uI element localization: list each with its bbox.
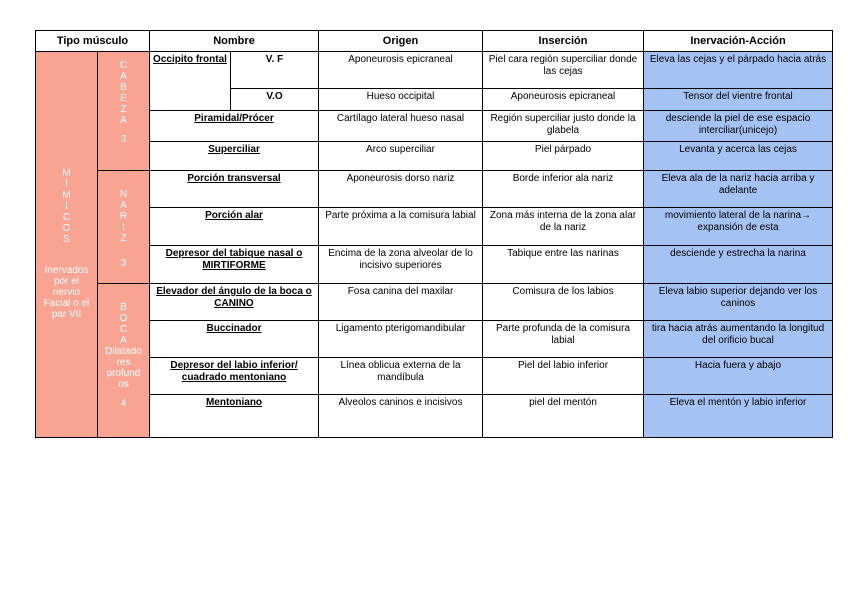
- vertical-letter: Z: [120, 233, 127, 244]
- table-row: [36, 284, 833, 321]
- sub-vf: V. F: [231, 52, 319, 89]
- region-boca-cell: [98, 284, 150, 438]
- vertical-letter: C: [62, 211, 71, 223]
- insercion-cell: Borde inferior ala nariz: [483, 171, 644, 208]
- vertical-letter: A: [120, 200, 127, 211]
- accion-cell: Eleva labio superior dejando ver los caninos: [644, 284, 833, 321]
- vertical-letter: I: [65, 200, 68, 212]
- name-superciliar: Superciliar: [150, 142, 319, 171]
- origen-cell: Cartílago lateral hueso nasal: [319, 111, 483, 142]
- origen-cell: Encima de la zona alveolar de lo incisivo superiores: [319, 246, 483, 284]
- vertical-letter: Z: [120, 104, 127, 115]
- vertical-letter: A: [120, 71, 127, 82]
- name-buccinador: Buccinador: [150, 321, 319, 358]
- origen-cell: Aponeurosis epicraneal: [319, 52, 483, 89]
- accion-cell: Eleva las cejas y el párpado hacia atrás: [644, 52, 833, 89]
- region-nariz-count: 3: [120, 258, 127, 269]
- vertical-letter: C: [119, 60, 128, 71]
- accion-cell: Eleva ala de la nariz hacia arriba y adelante: [644, 171, 833, 208]
- vertical-letter: N: [119, 189, 128, 200]
- region-cabeza-count: 3: [120, 134, 127, 145]
- insercion-cell: Tabique entre las narinas: [483, 246, 644, 284]
- name-transversal: Porción transversal: [150, 171, 319, 208]
- insercion-cell: Región superciliar justo donde la glabela: [483, 111, 644, 142]
- accion-cell: tira hacia atrás aumentando la longitud del orificio bucal: [644, 321, 833, 358]
- accion-cell: desciende la piel de ese espacio interciliar(unicejo): [644, 111, 833, 142]
- origen-cell: Línea oblicua externa de la mandíbula: [319, 358, 483, 395]
- origen-cell: Parte próxima a la comisura labial: [319, 208, 483, 246]
- header-insercion: Inserción: [483, 31, 644, 52]
- vertical-letter: C: [119, 324, 128, 335]
- vertical-letter: B: [120, 82, 127, 93]
- mimicos-label: [39, 168, 94, 245]
- vertical-letter: O: [119, 313, 128, 324]
- name-piramidal: Piramidal/Prócer: [150, 111, 319, 142]
- name-elevador: Elevador del ángulo de la boca o CANINO: [150, 284, 319, 321]
- muscle-table: [35, 30, 833, 438]
- region-cabeza-cell: [98, 52, 150, 171]
- region-nariz-cell: [98, 171, 150, 284]
- table-row: [36, 111, 833, 142]
- insercion-cell: piel del mentón: [483, 395, 644, 438]
- mimicos-note: Inervados por el nervio Facial o el par VII: [43, 264, 90, 320]
- vertical-letter: S: [63, 233, 70, 245]
- vertical-letter: A: [120, 115, 127, 126]
- table-row: [36, 208, 833, 246]
- header-nombre: Nombre: [150, 31, 319, 52]
- header-inervacion: Inervación-Acción: [644, 31, 833, 52]
- accion-cell: movimiento lateral de la narina→ expansión de esta: [644, 208, 833, 246]
- table-row: [36, 321, 833, 358]
- vertical-letter: E: [120, 93, 127, 104]
- insercion-cell: Aponeurosis epicraneal: [483, 89, 644, 111]
- vertical-letter: O: [62, 222, 71, 234]
- origen-cell: Fosa canina del maxilar: [319, 284, 483, 321]
- name-depresor-labio: Depresor del labio inferior/ cuadrado mentoniano: [150, 358, 319, 395]
- sub-vo: V.O: [231, 89, 319, 111]
- table-row: [36, 358, 833, 395]
- origen-cell: Alveolos caninos e incisivos: [319, 395, 483, 438]
- name-depresor-tabique: Depresor del tabique nasal o MIRTIFORME: [150, 246, 319, 284]
- region-boca-count: 4: [120, 398, 127, 409]
- origen-cell: Aponeurosis dorso nariz: [319, 171, 483, 208]
- region-cabeza-label: [101, 54, 146, 126]
- vertical-letter: R: [119, 211, 128, 222]
- name-occipito-frontal: Occipito frontal: [150, 52, 231, 111]
- insercion-cell: Comisura de los labios: [483, 284, 644, 321]
- region-boca-note: Dilatado res profund os: [105, 346, 142, 390]
- vertical-letter: M: [62, 189, 71, 201]
- name-alar: Porción alar: [150, 208, 319, 246]
- insercion-cell: Piel del labio inferior: [483, 358, 644, 395]
- insercion-cell: Piel cara región superciliar donde las cejas: [483, 52, 644, 89]
- insercion-cell: Piel párpado: [483, 142, 644, 171]
- header-row: [36, 31, 833, 52]
- accion-cell: Tensor del vientre frontal: [644, 89, 833, 111]
- region-nariz-label: [101, 173, 146, 244]
- accion-cell: desciende y estrecha la narina: [644, 246, 833, 284]
- header-origen: Origen: [319, 31, 483, 52]
- name-mentoniano: Mentoniano: [150, 395, 319, 438]
- table-row: [36, 52, 833, 89]
- table-row: [36, 171, 833, 208]
- origen-cell: Ligamento pterigomandibular: [319, 321, 483, 358]
- origen-cell: Arco superciliar: [319, 142, 483, 171]
- accion-cell: Levanta y acerca las cejas: [644, 142, 833, 171]
- header-tipo: Tipo músculo: [36, 31, 150, 52]
- accion-cell: Hacia fuera y abajo: [644, 358, 833, 395]
- region-boca-label: [101, 286, 146, 346]
- table-row: [36, 142, 833, 171]
- origen-cell: Hueso occipital: [319, 89, 483, 111]
- table-row: [36, 246, 833, 284]
- insercion-cell: Zona más interna de la zona alar de la nariz: [483, 208, 644, 246]
- insercion-cell: Parte profunda de la comisura labial: [483, 321, 644, 358]
- vertical-letter: M: [62, 167, 71, 179]
- vertical-letter: Í: [65, 178, 68, 190]
- vertical-letter: I: [122, 222, 125, 233]
- vertical-letter: B: [120, 302, 127, 313]
- tipo-mimicos-cell: [36, 52, 98, 438]
- accion-cell: Eleva el mentón y labio inferior: [644, 395, 833, 438]
- vertical-letter: A: [120, 335, 127, 346]
- table-row: [36, 395, 833, 438]
